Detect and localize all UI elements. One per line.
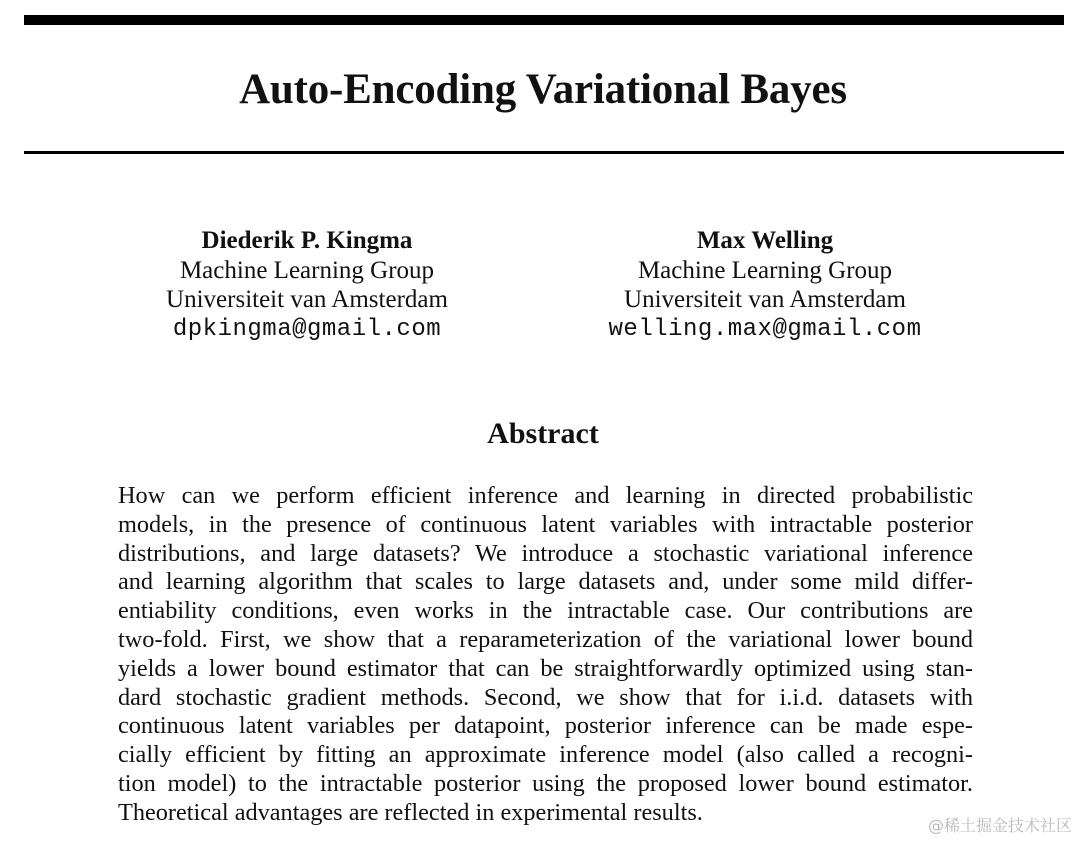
abstract-line: distributions, and large datasets? We introduce a stochastic variational inference <box>118 539 973 567</box>
abstract-line: dard stochastic gradient methods. Second, we show that for i.i.d. datasets with <box>118 683 973 711</box>
abstract-heading: Abstract <box>487 417 599 450</box>
author-name: Max Welling <box>696 227 834 254</box>
author-affiliation-university: Universiteit van Amsterdam <box>166 286 448 313</box>
abstract-line: continuous latent variables per datapoint, posterior inference can be made espe- <box>118 712 973 740</box>
abstract-line: and learning algorithm that scales to large datasets and, under some mild differ- <box>118 568 973 596</box>
abstract-line: models, in the presence of continuous latent variables with intractable posterior <box>118 510 973 538</box>
abstract-line: tion model) to the intractable posterior using the proposed lower bound estimator. <box>118 769 973 797</box>
abstract-line: How can we perform efficient inference and learning in directed probabilistic <box>118 482 973 509</box>
author-name: Diederik P. Kingma <box>201 227 413 254</box>
abstract-line: cially efficient by fitting an approximate inference model (also called a recogni- <box>118 741 973 769</box>
author-block-1 <box>124 226 490 344</box>
author-block-2 <box>582 226 948 344</box>
author-affiliation-group: Machine Learning Group <box>637 256 893 284</box>
abstract-line: entiability conditions, even works in the intractable case. Our contributions are <box>118 597 973 625</box>
title-rule <box>24 151 1064 154</box>
author-email: welling.max@gmail.com <box>608 315 922 343</box>
author-affiliation-group: Machine Learning Group <box>179 256 435 284</box>
abstract-line: two-fold. First, we show that a reparameterization of the variational lower bound <box>118 625 973 653</box>
abstract-line: Theoretical advantages are reflected in experimental results. <box>118 798 703 826</box>
author-email: dpkingma@gmail.com <box>172 315 442 343</box>
author-affiliation-university: Universiteit van Amsterdam <box>624 286 906 313</box>
watermark: @稀土掘金技术社区 <box>927 816 1072 835</box>
paper-title: Auto-Encoding Variational Bayes <box>239 66 847 113</box>
abstract-line: yields a lower bound estimator that can be straightforwardly optimized using stan- <box>118 654 973 682</box>
top-rule <box>24 15 1064 25</box>
abstract-body <box>118 482 973 828</box>
